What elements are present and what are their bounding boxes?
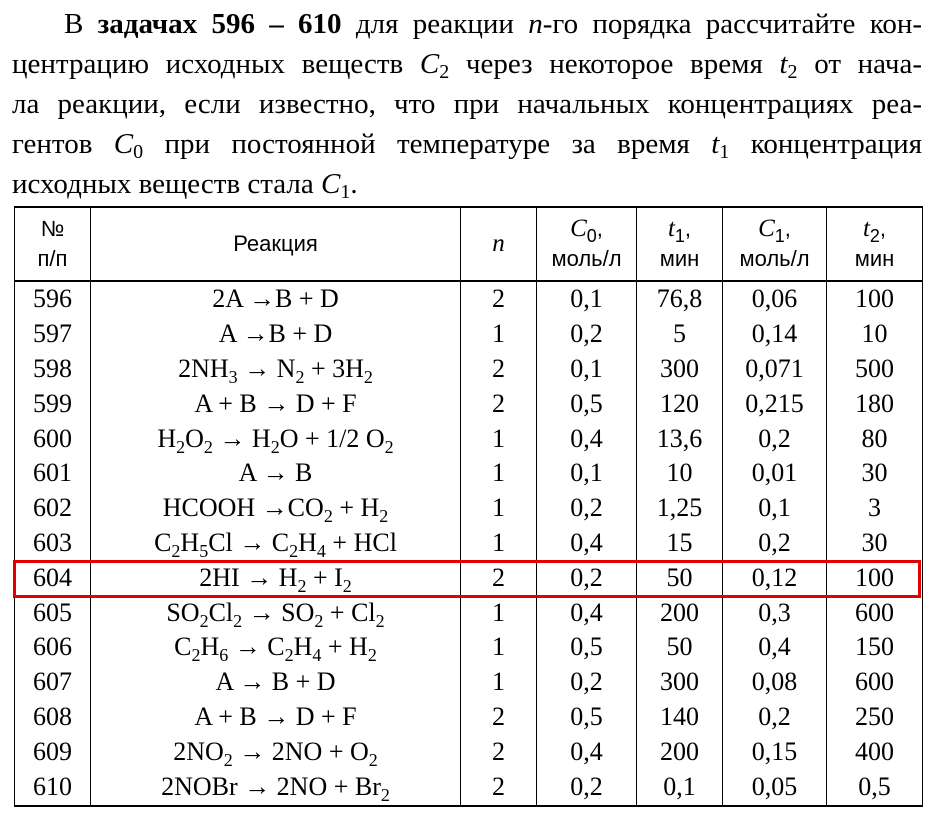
cell-t2: 400 <box>827 734 923 769</box>
table-row <box>15 700 923 735</box>
cell-t1: 50 <box>637 630 723 665</box>
cell-t1: 50 <box>637 560 723 595</box>
cell-order: 2 <box>461 769 537 806</box>
table-row <box>15 352 923 387</box>
cell-t2: 30 <box>827 456 923 491</box>
cell-t1: 120 <box>637 386 723 421</box>
cell-number: 605 <box>15 595 91 630</box>
cell-number: 610 <box>15 769 91 806</box>
cell-t1: 0,1 <box>637 769 723 806</box>
cell-number: 601 <box>15 456 91 491</box>
header-t1: $t_1$, мин <box>637 207 723 281</box>
table-row <box>15 526 923 561</box>
table-row <box>15 456 923 491</box>
cell-reaction: A → B + D <box>91 665 461 700</box>
header-number: № п/п <box>15 207 91 281</box>
table-row <box>15 421 923 456</box>
cell-t2: 180 <box>827 386 923 421</box>
statement-line-3: ла реакции, если известно, что при начальных концентрациях реа- <box>12 88 922 120</box>
cell-c1: 0,215 <box>723 386 827 421</box>
cell-c1: 0,12 <box>723 560 827 595</box>
cell-number: 600 <box>15 421 91 456</box>
cell-c0: 0,1 <box>537 456 637 491</box>
cell-t1: 300 <box>637 665 723 700</box>
cell-t2: 600 <box>827 595 923 630</box>
cell-c0: 0,2 <box>537 317 637 352</box>
task-range: задачах 596 – 610 <box>97 8 342 40</box>
cell-order: 1 <box>461 595 537 630</box>
cell-order: 2 <box>461 281 537 317</box>
cell-c0: 0,2 <box>537 491 637 526</box>
cell-number: 597 <box>15 317 91 352</box>
cell-reaction: $2NO_2 \to 2NO + O_2$ <box>91 734 461 769</box>
cell-c0: 0,1 <box>537 281 637 317</box>
cell-reaction: A + B → D + F <box>91 386 461 421</box>
cell-t2: 0,5 <box>827 769 923 806</box>
cell-c0: 0,5 <box>537 700 637 735</box>
cell-t1: 13,6 <box>637 421 723 456</box>
cell-t2: 80 <box>827 421 923 456</box>
cell-t2: 100 <box>827 560 923 595</box>
cell-reaction: A + B → D + F <box>91 700 461 735</box>
cell-c1: 0,071 <box>723 352 827 387</box>
cell-t2: 150 <box>827 630 923 665</box>
cell-order: 1 <box>461 665 537 700</box>
header-c1: $C_1$, моль/л <box>723 207 827 281</box>
cell-reaction: A →B + D <box>91 317 461 352</box>
cell-c0: 0,1 <box>537 352 637 387</box>
cell-c1: 0,2 <box>723 526 827 561</box>
table-row <box>15 386 923 421</box>
cell-t1: 10 <box>637 456 723 491</box>
cell-t1: 1,25 <box>637 491 723 526</box>
table-body <box>15 281 923 806</box>
cell-c0: 0,2 <box>537 769 637 806</box>
cell-order: 1 <box>461 421 537 456</box>
cell-order: 2 <box>461 734 537 769</box>
header-reaction: Реакция <box>91 207 461 281</box>
header-t2: $t_2$, мин <box>827 207 923 281</box>
cell-c0: 0,2 <box>537 560 637 595</box>
cell-t2: 30 <box>827 526 923 561</box>
cell-c1: 0,05 <box>723 769 827 806</box>
cell-t1: 15 <box>637 526 723 561</box>
cell-c0: 0,4 <box>537 526 637 561</box>
cell-t2: 100 <box>827 281 923 317</box>
cell-c1: 0,14 <box>723 317 827 352</box>
cell-order: 1 <box>461 630 537 665</box>
cell-order: 2 <box>461 560 537 595</box>
cell-reaction: $SO_2Cl_2 \to SO_2 + Cl_2$ <box>91 595 461 630</box>
cell-c1: 0,01 <box>723 456 827 491</box>
table-row <box>15 281 923 317</box>
cell-c0: 0,4 <box>537 595 637 630</box>
table-row <box>15 317 923 352</box>
cell-reaction: $C_2H_6 \to C_2H_4 + H_2$ <box>91 630 461 665</box>
cell-order: 1 <box>461 456 537 491</box>
cell-c1: 0,15 <box>723 734 827 769</box>
table-row <box>15 560 923 595</box>
cell-c1: 0,2 <box>723 700 827 735</box>
cell-c0: 0,5 <box>537 630 637 665</box>
header-c0: $C_0$, моль/л <box>537 207 637 281</box>
table-row <box>15 491 923 526</box>
cell-t2: 500 <box>827 352 923 387</box>
cell-order: 1 <box>461 526 537 561</box>
cell-c1: 0,4 <box>723 630 827 665</box>
header-order: n <box>461 207 537 281</box>
cell-number: 607 <box>15 665 91 700</box>
cell-t1: 200 <box>637 734 723 769</box>
cell-number: 603 <box>15 526 91 561</box>
cell-number: 596 <box>15 281 91 317</box>
cell-reaction: 2NOBr → $2NO + Br_2$ <box>91 769 461 806</box>
cell-t1: 5 <box>637 317 723 352</box>
cell-number: 599 <box>15 386 91 421</box>
cell-order: 2 <box>461 386 537 421</box>
cell-number: 608 <box>15 700 91 735</box>
cell-order: 2 <box>461 352 537 387</box>
cell-c1: 0,08 <box>723 665 827 700</box>
cell-c1: 0,2 <box>723 421 827 456</box>
cell-t2: 600 <box>827 665 923 700</box>
cell-t2: 250 <box>827 700 923 735</box>
table-row <box>15 630 923 665</box>
cell-c0: 0,4 <box>537 734 637 769</box>
cell-number: 598 <box>15 352 91 387</box>
cell-reaction: HCOOH $\to CO_2 + H_2$ <box>91 491 461 526</box>
table-row <box>15 734 923 769</box>
cell-reaction: 2A →B + D <box>91 281 461 317</box>
cell-order: 1 <box>461 491 537 526</box>
cell-t2: 10 <box>827 317 923 352</box>
cell-reaction: $2NH_3 \to N_2 + 3H_2$ <box>91 352 461 387</box>
cell-c1: 0,06 <box>723 281 827 317</box>
cell-c1: 0,1 <box>723 491 827 526</box>
cell-number: 604 <box>15 560 91 595</box>
reaction-table <box>14 206 923 807</box>
cell-reaction: $C_2H_5Cl \to C_2H_4$ + HCl <box>91 526 461 561</box>
cell-c0: 0,5 <box>537 386 637 421</box>
cell-number: 609 <box>15 734 91 769</box>
cell-reaction: $2HI \to H_2 + I_2$ <box>91 560 461 595</box>
cell-t1: 76,8 <box>637 281 723 317</box>
table-row <box>15 595 923 630</box>
cell-reaction: A → B <box>91 456 461 491</box>
cell-reaction: $H_2O_2 \to H_2O + 1/2$ $O_2$ <box>91 421 461 456</box>
cell-number: 606 <box>15 630 91 665</box>
cell-order: 2 <box>461 700 537 735</box>
cell-t2: 3 <box>827 491 923 526</box>
statement-line-5: исходных веществ стала $C_1$. <box>12 168 358 203</box>
cell-number: 602 <box>15 491 91 526</box>
table-row <box>15 769 923 806</box>
cell-c0: 0,2 <box>537 665 637 700</box>
cell-t1: 140 <box>637 700 723 735</box>
cell-t1: 300 <box>637 352 723 387</box>
cell-c0: 0,4 <box>537 421 637 456</box>
table-header-row <box>15 207 923 281</box>
cell-order: 1 <box>461 317 537 352</box>
statement-line-4: гентов $C_0$ при постоянной температуре за время $t_1$ концентрация <box>12 128 923 163</box>
statement-line-2: центрацию исходных веществ $C_2$ через некоторое время $t_2$ от нача- <box>12 48 923 83</box>
table-row <box>15 665 923 700</box>
cell-c1: 0,3 <box>723 595 827 630</box>
statement-line-1: В задачах 596 – 610 для реакции n-го порядка рассчитайте кон- <box>64 8 922 40</box>
problem-statement <box>12 4 922 204</box>
cell-t1: 200 <box>637 595 723 630</box>
